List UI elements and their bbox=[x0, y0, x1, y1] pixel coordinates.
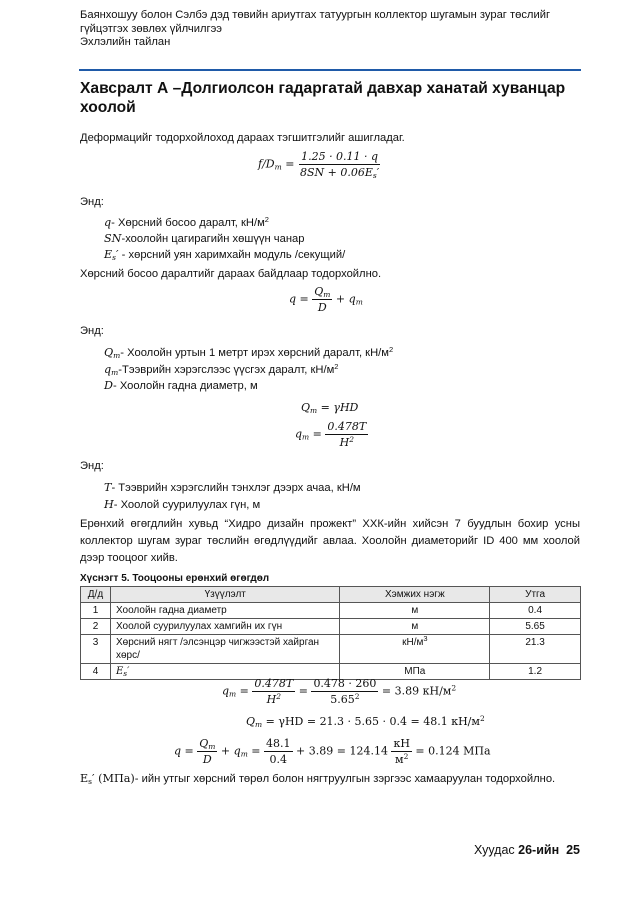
calc-Qt: $Q_т = \gamma HD = 21.3 \cdot 5.65 \cdot 0.4 = 48.1$ $кН/м^2$ bbox=[246, 714, 485, 729]
col-header-indicator: Үзүүлэлт bbox=[110, 587, 340, 603]
soil-pressure-paragraph: Хөрсний босоо даралтийг дараах байдлаар тодорхойлно. bbox=[80, 268, 382, 280]
where-label-3: Энд: bbox=[80, 460, 104, 472]
Qt-equation: $Q_т = \gamma HD$ bbox=[301, 401, 359, 415]
definition-sn: SN-хоолойн цагирагийн хөшүүн чанар bbox=[104, 232, 305, 245]
header-line-1: Баянхошуу болон Сэлбэ дэд төвийн ариутгах татуургын коллектор шугамын зураг төслийг bbox=[80, 9, 551, 21]
calc-q: q = $\frac{Q_т}{D}$ + $q_т$ = $\frac{48.1}{0.4}$ + 3.89 = 124.14 $\frac{кН}{м^2}$ = 0.124 МПа bbox=[174, 737, 491, 766]
header-line-3: Эхлэлийн тайлан bbox=[80, 36, 171, 48]
calc-qt: $q_т$ = $\frac{0.478T}{H^2}$ = $\frac{0.478 \cdot 260}{5.65^2}$ = 3.89 $кН/м^2$ bbox=[222, 677, 457, 706]
document-header bbox=[80, 9, 580, 50]
table-row: 1 Хоолойн гадна диаметр м 0.4 bbox=[81, 603, 581, 619]
col-header-no: Д/д bbox=[81, 587, 111, 603]
table-header-row bbox=[81, 587, 581, 603]
header-line-2: гүйцэтгэх зөвлөх үйлчилгээ bbox=[80, 22, 223, 35]
definition-q: q- Хөрсний босоо даралт, $кН/м^2$ bbox=[104, 215, 269, 229]
definition-D: D- Хоолойн гадна диаметр, м bbox=[104, 379, 258, 392]
definition-es: $E_s'$ - хөрсний уян харимхайн модуль /секущий/ bbox=[104, 248, 346, 262]
definition-Qt: $Q_т-$ Хоолойн уртын 1 метрт ирэх хөрсний даралт, $кН/м^2$ bbox=[104, 345, 394, 360]
table-caption: Хүснэгт 5. Тооцооны ерөнхий өгөгдөл bbox=[80, 573, 270, 584]
definition-T: T- Тээврийн хэрэгслийн тэнхлэг дээрх ачаа, кН/м bbox=[104, 481, 361, 494]
general-data-paragraph: Ерөнхий өгөгдлийн хувьд “Хидро дизайн прожект” ХХК-ийн хийсэн 7 буудлын бохир усны коллектор шугам зураг төслийн өгөдлүүдийг авлаа. Хоолойн диаметорийг ID 400 мм хоолой дээр тооцоог хийв. bbox=[80, 518, 580, 564]
header-divider bbox=[79, 69, 581, 71]
where-label-2: Энд: bbox=[80, 325, 104, 337]
table-row: 3 Хөрсний нягт /элсэнцэр чигжээстэй хайрган хөрс/ $кН/м^3$ 21.3 bbox=[81, 635, 581, 664]
intro-paragraph: Деформацийг тодорхойлоход дараах тэгшитгэлийг ашигладаг. bbox=[80, 132, 405, 144]
soil-pressure-equation: q = $\frac{Q_т}{D}$ + $q_т$ bbox=[289, 285, 363, 314]
table-row: 2 Хоолой суурилуулах хамгийн их гүн м 5.65 bbox=[81, 619, 581, 635]
where-label-1: Энд: bbox=[80, 196, 104, 208]
final-paragraph: $E_s'$ (МПа)- ийн утгыг хөрсний төрөл болон нягтруулгын зэргээс хамааруулан тодорхойлно. bbox=[80, 772, 556, 786]
input-data-table bbox=[80, 586, 581, 680]
col-header-unit: Хэмжих нэгж bbox=[340, 587, 490, 603]
col-header-value: Утга bbox=[490, 587, 581, 603]
section-title: Хавсралт А –Долгиолсон гадаргатай давхар ханатай хуванцар хоолой bbox=[80, 80, 566, 116]
page-total: 25 bbox=[566, 843, 580, 857]
page-number: 26-ийн bbox=[518, 843, 560, 857]
qt-equation: $q_т$ = $\frac{0.478T}{H^2}$ bbox=[295, 420, 367, 449]
definition-qt: $q_т$-Тээврийн хэрэгслээс үүсгэх даралт, $кН/м^2$ bbox=[104, 362, 339, 377]
table-row: 4 $E_s'$ МПа 1.2 bbox=[81, 664, 581, 680]
definition-H: H- Хоолой суурилуулах гүн, м bbox=[104, 498, 261, 511]
page-footer: Хуудас 26-ийн 25 bbox=[474, 843, 580, 857]
deformation-equation: $f/D_m$ = $\frac{1.25 \cdot 0.11 \cdot q}{8SN + 0.06E_s'}$ bbox=[258, 150, 380, 180]
